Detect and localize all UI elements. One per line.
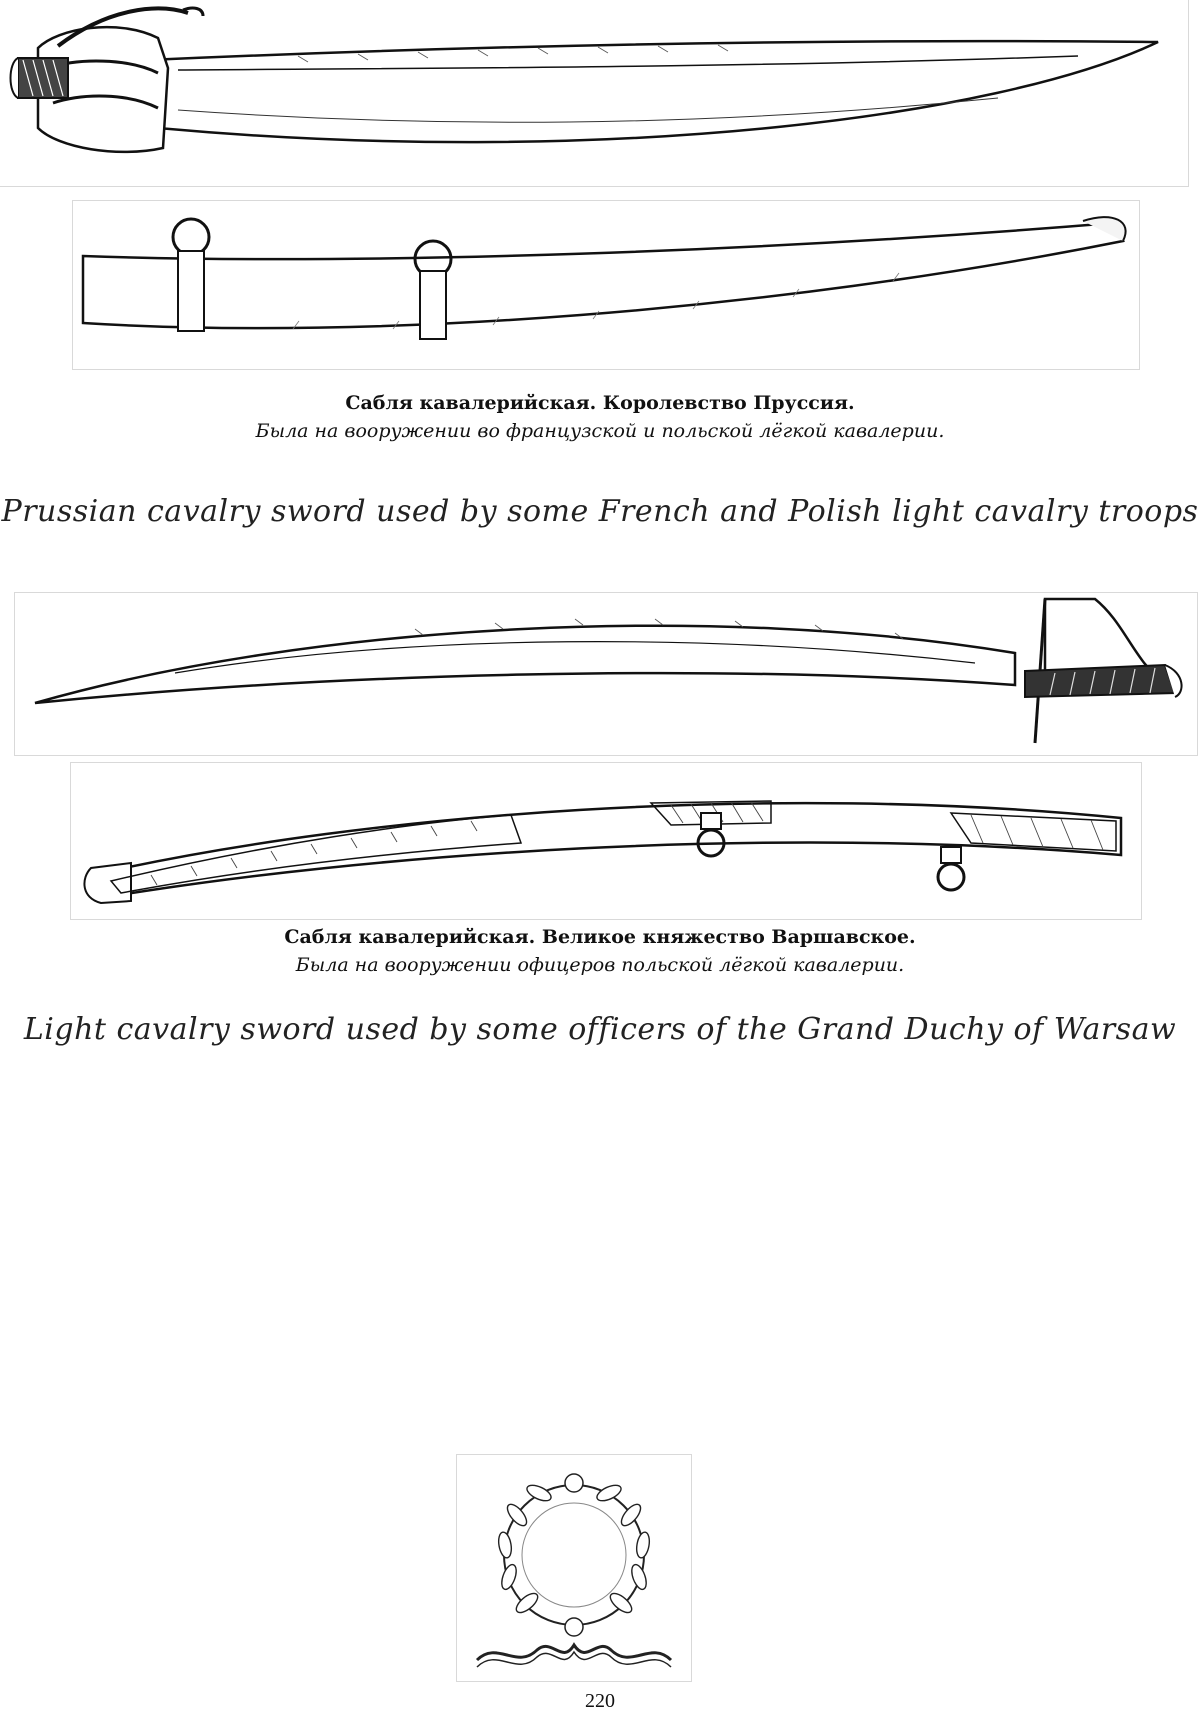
page-number: 220 <box>585 1690 615 1712</box>
sabre1-english-caption: Prussian cavalry sword used by some French and Polish light cavalry troops <box>1 494 1199 529</box>
sabre1-title: Сабля кавалерийская. Королевство Пруссия. <box>345 392 855 414</box>
warsaw-scabbard-drawing <box>71 763 1141 919</box>
prussian-scabbard-illustration <box>72 200 1140 370</box>
laurel-wreath-drawing <box>457 1455 691 1681</box>
sabre2-subtitle: Была на вооружении офицеров польской лёгкой кавалерии. <box>295 954 905 976</box>
warsaw-scabbard-illustration <box>70 762 1142 920</box>
warsaw-sabre-illustration <box>14 592 1198 756</box>
prussian-scabbard-drawing <box>73 201 1139 369</box>
sabre2-title: Сабля кавалерийская. Великое княжество Варшавское. <box>284 926 916 948</box>
warsaw-sabre-drawing <box>15 593 1197 755</box>
laurel-wreath-ornament <box>456 1454 692 1682</box>
prussian-sabre-drawing <box>0 0 1188 186</box>
sabre1-subtitle: Была на вооружении во французской и польской лёгкой кавалерии. <box>255 420 945 442</box>
sabre2-english-caption: Light cavalry sword used by some officers of the Grand Duchy of Warsaw <box>23 1012 1177 1047</box>
prussian-sabre-illustration <box>0 0 1189 187</box>
